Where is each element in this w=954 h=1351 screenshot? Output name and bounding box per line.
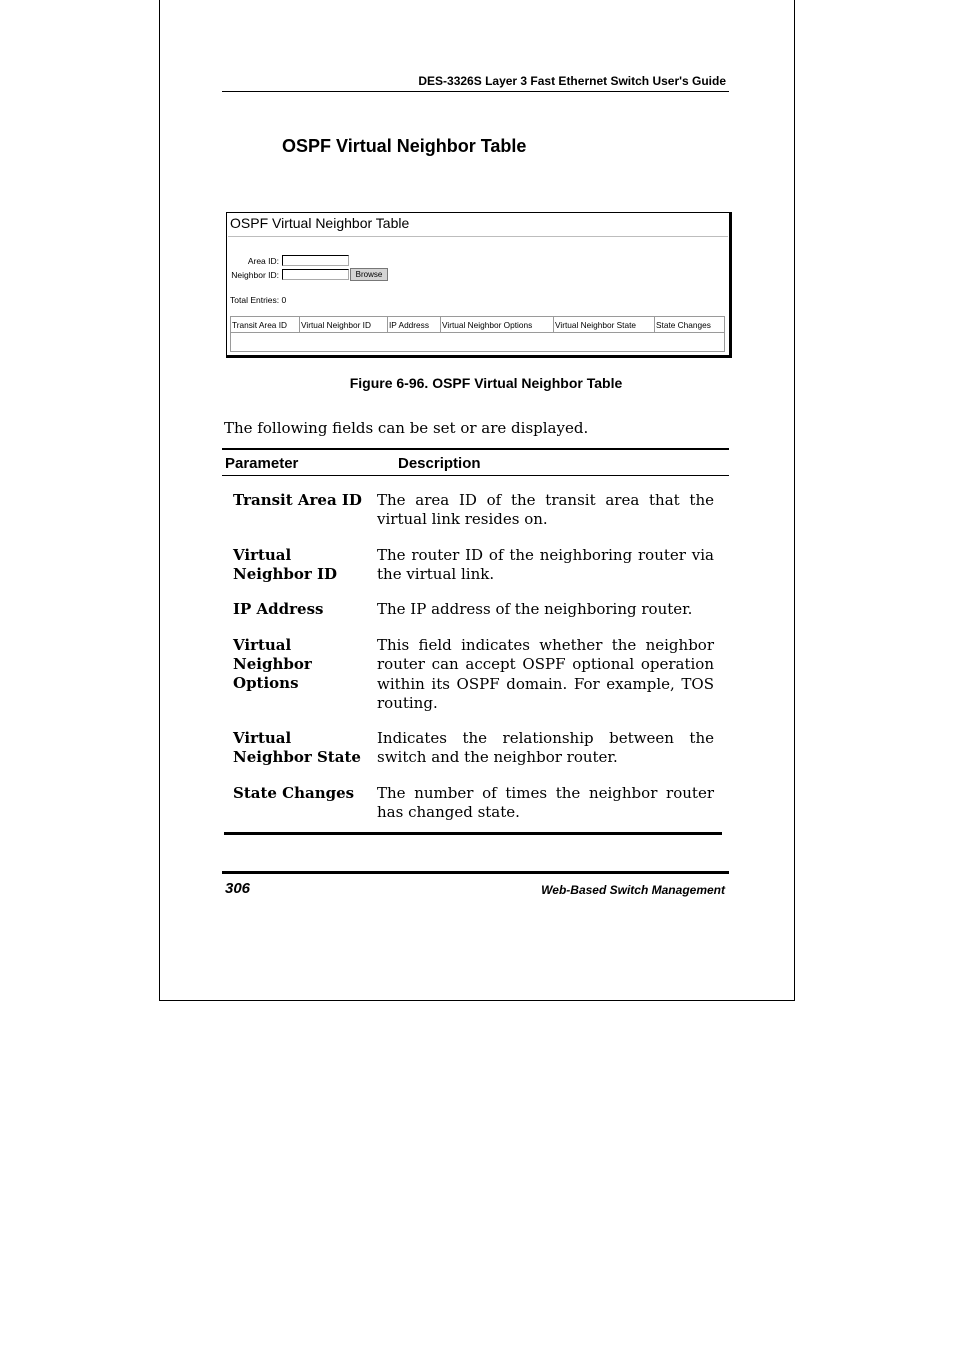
neighbor-table (230, 316, 725, 352)
window-title: OSPF Virtual Neighbor Table (230, 215, 410, 231)
intro-text: The following fields can be set or are displayed. (224, 419, 589, 437)
neighbor-id-label: Neighbor ID: (231, 270, 279, 280)
col-transit-area-id: Transit Area ID (231, 317, 300, 333)
title-divider (228, 236, 728, 237)
area-id-input[interactable] (282, 255, 349, 266)
empty-cell (231, 333, 725, 352)
col-virtual-neighbor-state: Virtual Neighbor State (554, 317, 655, 333)
figure-screenshot (226, 212, 732, 358)
col-parameter: Parameter (225, 455, 299, 472)
parameter-table-header (222, 448, 729, 476)
param-name: Virtual Neighbor Options (233, 636, 312, 692)
table-row (231, 333, 725, 352)
param-description: Indicates the relationship between the switch and the neighbor router. (377, 729, 714, 767)
section-title: OSPF Virtual Neighbor Table (282, 136, 527, 156)
area-id-label: Area ID: (247, 256, 279, 266)
page-number: 306 (225, 880, 251, 897)
table-header-row (231, 317, 725, 333)
neighbor-id-input[interactable] (282, 269, 349, 280)
col-state-changes: State Changes (655, 317, 725, 333)
param-description: The area ID of the transit area that the virtual link resides on. (377, 491, 714, 529)
parameter-table (222, 448, 729, 822)
col-virtual-neighbor-id: Virtual Neighbor ID (300, 317, 388, 333)
param-name: State Changes (233, 784, 355, 802)
param-name: Transit Area ID (233, 491, 362, 509)
param-name: Virtual Neighbor ID (233, 546, 337, 583)
param-description: The IP address of the neighboring router. (377, 600, 693, 618)
footer-section-title: Web-Based Switch Management (541, 883, 725, 897)
running-header (222, 72, 729, 92)
table-bottom-rule (224, 832, 722, 835)
total-entries: Total Entries: 0 (230, 295, 287, 305)
param-description: The number of times the neighbor router has changed state. (377, 784, 714, 822)
param-name: Virtual Neighbor State (233, 729, 361, 766)
col-ip-address: IP Address (388, 317, 441, 333)
col-virtual-neighbor-options: Virtual Neighbor Options (441, 317, 554, 333)
param-description: The router ID of the neighboring router via the virtual link. (377, 546, 714, 584)
page-footer (222, 871, 729, 901)
figure-caption: Figure 6-96. OSPF Virtual Neighbor Table (349, 375, 623, 391)
browse-button[interactable]: Browse (350, 268, 388, 281)
param-name: IP Address (233, 600, 324, 618)
param-description: This field indicates whether the neighbor router can accept OSPF optional operation within its OSPF domain. For example, TOS routing. (377, 636, 714, 712)
running-header-title: DES-3326S Layer 3 Fast Ethernet Switch User's Guide (418, 74, 726, 88)
col-description: Description (398, 455, 481, 472)
